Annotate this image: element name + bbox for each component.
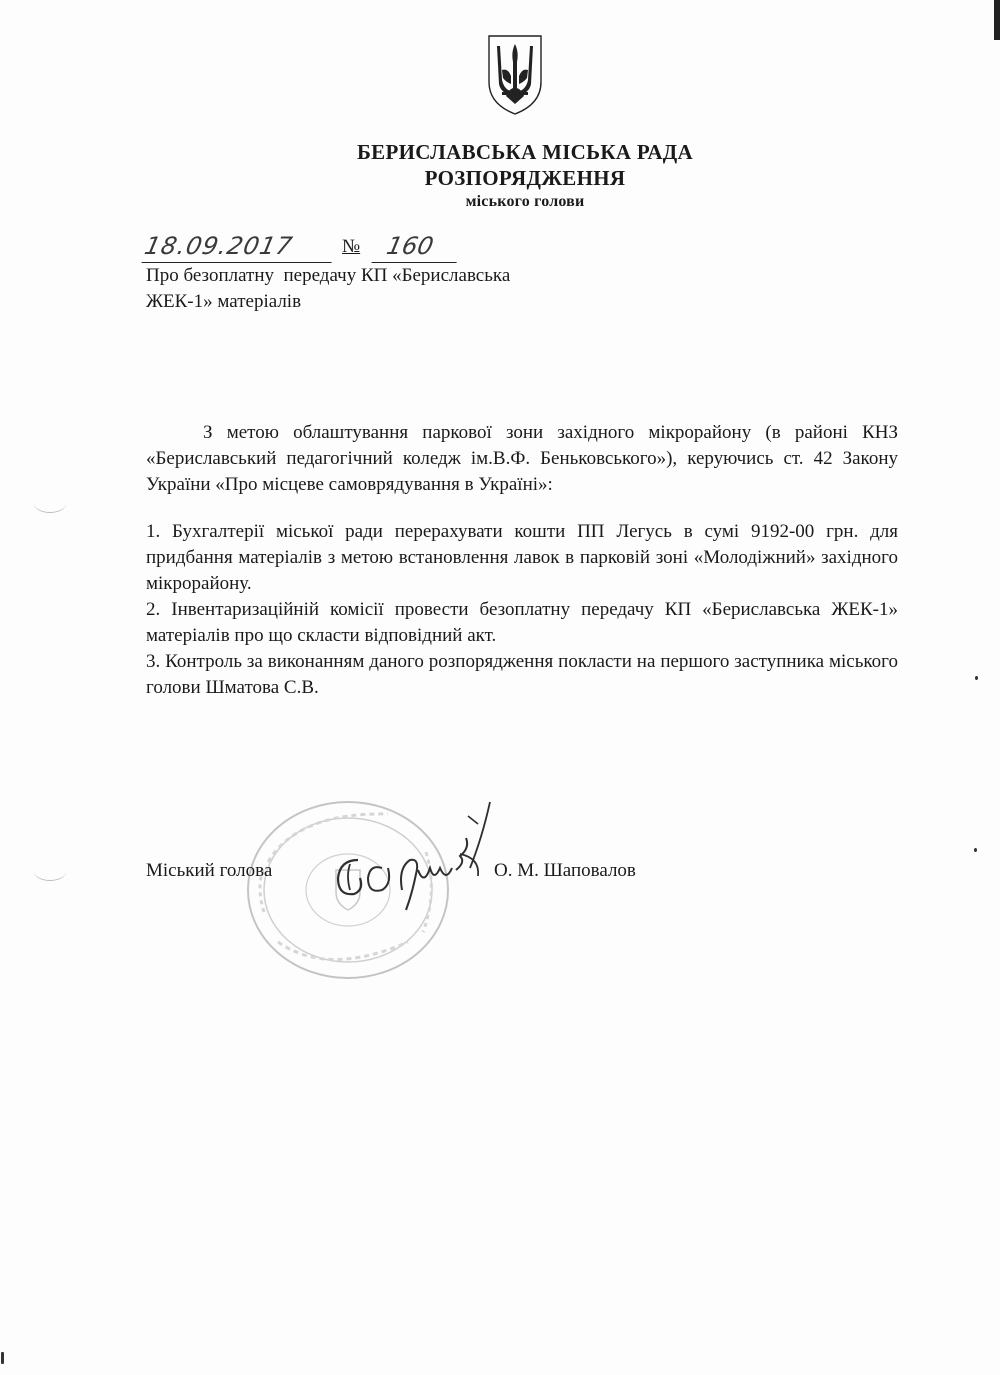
- document-subject: [146, 263, 606, 315]
- subject-line: ЖЕК-1» матеріалів: [146, 291, 302, 312]
- registration-line: [142, 230, 475, 264]
- order-item: 1. Бухгалтерії міської ради перерахувати кошти ПП Легусь в сумі 9192-00 грн. для придбання матеріалів з метою встановлення лавок в парковій зоні «Молодіжний» західного мікрорайону.: [146, 521, 898, 594]
- punch-hole-mark: [34, 494, 66, 513]
- scan-speck: [1, 1352, 4, 1364]
- subject-line: Про безоплатну передачу КП «Бериславська: [146, 265, 511, 286]
- punch-hole-mark: [34, 862, 66, 881]
- handwritten-signature: [320, 798, 495, 918]
- signatory-title: Міський голова: [146, 860, 273, 881]
- order-item: 3. Контроль за виконанням даного розпорядження покласти на першого заступника міського голови Шматова С.В.: [146, 651, 898, 698]
- trident-emblem-icon: [486, 32, 544, 116]
- document-type-title: РОЗПОРЯДЖЕННЯ: [424, 166, 626, 190]
- order-items-list: [146, 519, 898, 701]
- signatory-name: О. М. Шаповалов: [494, 860, 636, 881]
- number-sign: №: [342, 236, 361, 257]
- handwritten-date: 18.09.2017: [141, 230, 338, 263]
- council-name: БЕРИСЛАВСЬКА МІСЬКА РАДА: [356, 140, 693, 164]
- scan-speck: [975, 676, 978, 680]
- scan-edge-mark: [994, 0, 1000, 40]
- preamble-paragraph: З метою облаштування паркової зони західного мікрорайону (в районі КНЗ «Бериславський педагогічний коледж ім.В.Ф. Беньковського»), керуючись ст. 42 Закону України «Про місцеве самоврядування в Україні»:: [146, 422, 898, 495]
- issuer-subtitle: міського голови: [465, 193, 585, 210]
- order-item: 2. Інвентаризаційній комісії провести безоплатну передачу КП «Бериславська ЖЕК-1» матеріалів про що скласти відповідний акт.: [146, 599, 898, 646]
- handwritten-number: 160: [371, 230, 463, 263]
- scan-speck: [974, 848, 977, 852]
